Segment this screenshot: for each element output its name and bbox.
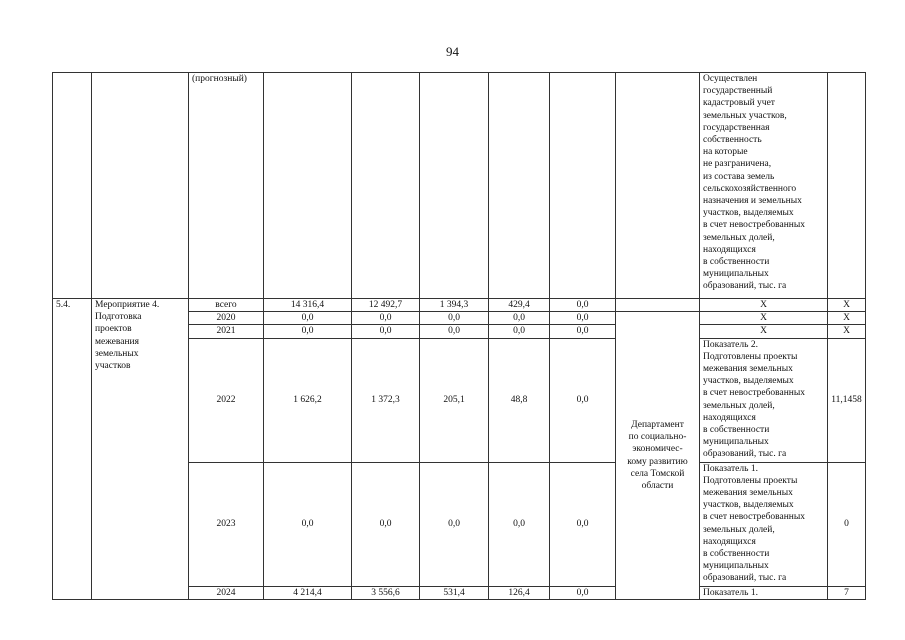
cell-empty (489, 73, 550, 299)
executor-cell: Департамент по социально- экономичес- кому развитию села Томской области (616, 312, 700, 600)
year-cell: 2020 (189, 312, 264, 325)
local-cell: 0,0 (489, 325, 550, 338)
measure-name: Мероприятие 4. Подготовка проектов межевания земельных участков (92, 299, 189, 600)
value-cell: Х (828, 325, 866, 338)
local-cell: 429,4 (489, 299, 550, 312)
value-cell: 0 (828, 462, 866, 586)
year-cell: 2021 (189, 325, 264, 338)
indicator-cell: Показатель 2. Подготовлены проекты межевания земельных участков, выделяемых в счет невостребованных земельных долей, находящихся в собственности муниципальных образований, тыс. га (700, 338, 828, 462)
executor-empty (616, 299, 700, 312)
cell-empty (550, 73, 616, 299)
year-cell: 2023 (189, 462, 264, 586)
cell-empty (828, 73, 866, 299)
federal-cell: 3 556,6 (352, 586, 420, 599)
continuation-row (53, 73, 866, 299)
year-cell: 2022 (189, 338, 264, 462)
indicator-cell: Х (700, 325, 828, 338)
indicator-cell: Х (700, 299, 828, 312)
value-cell: Х (828, 312, 866, 325)
total-cell: 1 626,2 (264, 338, 352, 462)
local-cell: 0,0 (489, 462, 550, 586)
value-cell: Х (828, 299, 866, 312)
program-table (52, 72, 866, 600)
measure-number: 5.4. (53, 299, 92, 600)
federal-cell: 1 372,3 (352, 338, 420, 462)
extra-cell: 0,0 (550, 462, 616, 586)
cell-empty (420, 73, 489, 299)
regional-cell: 0,0 (420, 462, 489, 586)
federal-cell: 0,0 (352, 462, 420, 586)
indicator-cell: Показатель 1. (700, 586, 828, 599)
extra-cell: 0,0 (550, 299, 616, 312)
extra-cell: 0,0 (550, 586, 616, 599)
total-cell: 0,0 (264, 325, 352, 338)
cell-empty (352, 73, 420, 299)
table-row (53, 299, 866, 312)
source-label: (прогнозный) (189, 73, 264, 299)
federal-cell: 0,0 (352, 325, 420, 338)
total-cell: 0,0 (264, 462, 352, 586)
value-cell: 7 (828, 586, 866, 599)
indicator-cell: Х (700, 312, 828, 325)
total-cell: 14 316,4 (264, 299, 352, 312)
federal-cell: 0,0 (352, 312, 420, 325)
cell-empty (92, 73, 189, 299)
regional-cell: 0,0 (420, 312, 489, 325)
local-cell: 48,8 (489, 338, 550, 462)
cell-empty (53, 73, 92, 299)
value-cell: 11,1458 (828, 338, 866, 462)
local-cell: 126,4 (489, 586, 550, 599)
regional-cell: 205,1 (420, 338, 489, 462)
regional-cell: 1 394,3 (420, 299, 489, 312)
federal-cell: 12 492,7 (352, 299, 420, 312)
cell-empty (264, 73, 352, 299)
page-number: 94 (446, 44, 459, 59)
total-cell: 0,0 (264, 312, 352, 325)
year-cell: 2024 (189, 586, 264, 599)
regional-cell: 531,4 (420, 586, 489, 599)
extra-cell: 0,0 (550, 312, 616, 325)
cell-empty (616, 73, 700, 299)
year-cell: всего (189, 299, 264, 312)
indicator-text: Осуществлен государственный кадастровый учет земельных участков, государственная собственность на которые не разграничена, из состава земель сельскохозяйственного назначения и земельных участков, выделяемых в счет невостребованных земельных долей, находящихся в собственности муниципальных образований, тыс. га (700, 73, 828, 299)
indicator-cell: Показатель 1. Подготовлены проекты межевания земельных участков, выделяемых в счет невостребованных земельных долей, находящихся в собственности муниципальных образований, тыс. га (700, 462, 828, 586)
regional-cell: 0,0 (420, 325, 489, 338)
local-cell: 0,0 (489, 312, 550, 325)
extra-cell: 0,0 (550, 338, 616, 462)
extra-cell: 0,0 (550, 325, 616, 338)
total-cell: 4 214,4 (264, 586, 352, 599)
